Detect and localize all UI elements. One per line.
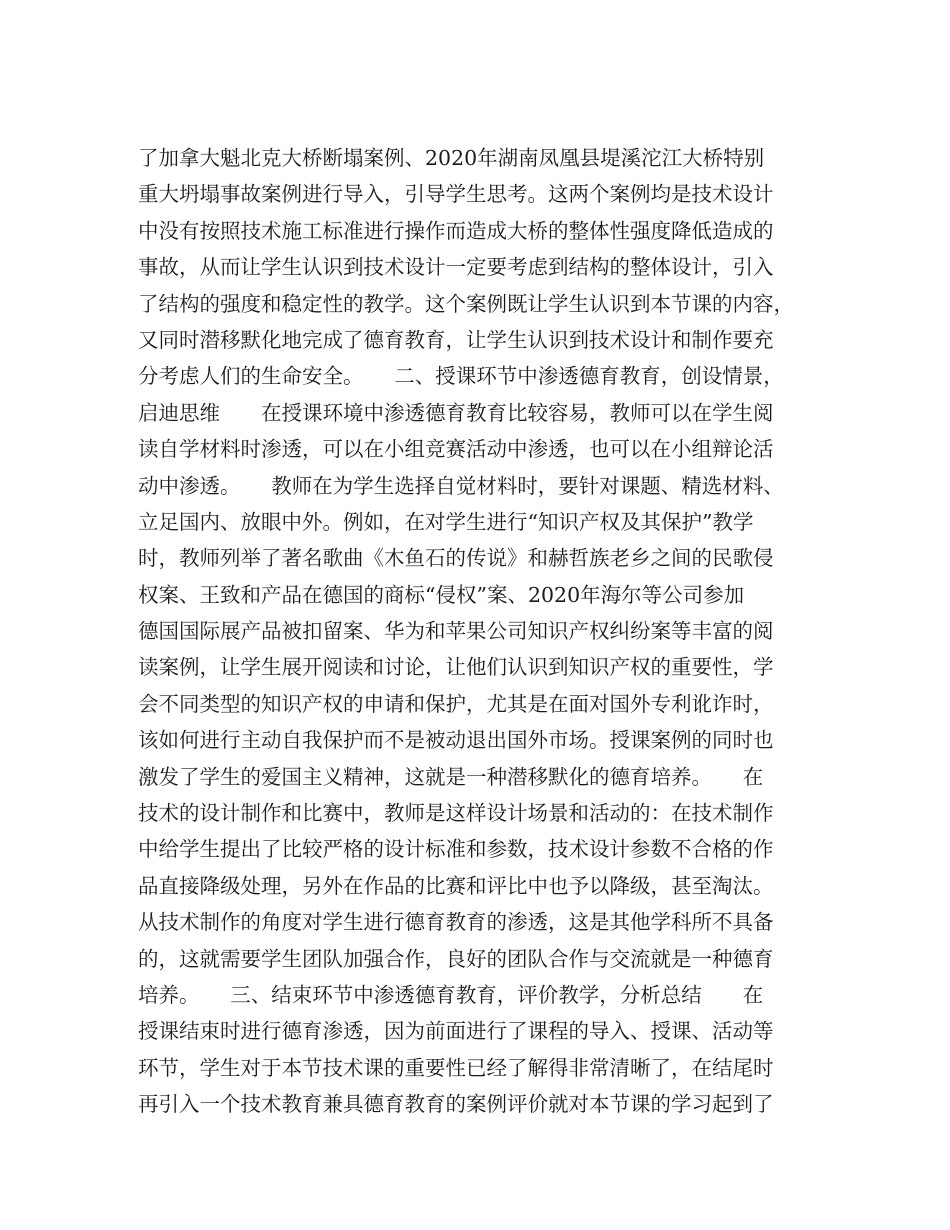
text-line: 读自学材料时渗透，可以在小组竞赛活动中渗透，也可以在小组辩论活 <box>138 437 774 462</box>
text-line: 读案例，让学生展开阅读和讨论，让他们认识到知识产权的重要性，学 <box>138 655 774 680</box>
text-line: 再引入一个技术教育兼具德育教育的案例评价就对本节课的学习起到了 <box>138 1092 774 1117</box>
text-line: 动中渗透。 教师在为学生选择自觉材料时，要针对课题、精选材料、 <box>138 473 784 498</box>
text-line: 了加拿大魁北克大桥断塌案例、2020年湖南凤凰县堤溪沱江大桥特别 <box>138 146 765 170</box>
text-line: 会不同类型的知识产权的申请和保护，尤其是在面对国外专利讹诈时， <box>138 691 774 716</box>
text-line: 授课结束时进行德育渗透，因为前面进行了课程的导入、授课、活动等 <box>138 1019 774 1044</box>
text-line: 中没有按照技术施工标准进行操作而造成大桥的整体性强度降低造成的 <box>138 218 774 243</box>
text-line: 从技术制作的角度对学生进行德育教育的渗透，这是其他学科所不具备 <box>138 910 774 935</box>
text-line: 又同时潜移默化地完成了德育教育，让学生认识到技术设计和制作要充 <box>138 327 774 352</box>
text-line: 培养。 三、结束环节中渗透德育教育，评价教学，分析总结 在 <box>138 982 764 1007</box>
text-line: 分考虑人们的生命安全。 二、授课环节中渗透德育教育，创设情景， <box>138 364 784 389</box>
text-line: 中给学生提出了比较严格的设计标准和参数，技术设计参数不合格的作 <box>138 837 774 862</box>
body-text <box>138 140 828 1123</box>
text-line: 环节，学生对于本节技术课的重要性已经了解得非常清晰了，在结尾时 <box>138 1055 774 1080</box>
text-line: 品直接降级处理，另外在作品的比赛和评比中也予以降级，甚至淘汰。 <box>138 873 774 898</box>
text-line: 事故，从而让学生认识到技术设计一定要考虑到结构的整体设计，引入 <box>138 255 774 280</box>
text-line: 的，这就需要学生团队加强合作，良好的团队合作与交流就是一种德育 <box>138 946 774 971</box>
text-line: 时，教师列举了著名歌曲《木鱼石的传说》和赫哲族老乡之间的民歌侵 <box>138 546 774 571</box>
text-line: 技术的设计制作和比赛中，教师是这样设计场景和活动的：在技术制作 <box>138 801 774 826</box>
text-line: 立足国内、放眼中外。例如，在对学生进行“知识产权及其保护”教学 <box>138 509 754 534</box>
text-line: 了结构的强度和稳定性的教学。这个案例既让学生认识到本节课的内容， <box>138 291 794 316</box>
text-line: 权案、王致和产品在德国的商标“侵权”案、2020年海尔等公司参加 <box>138 582 745 607</box>
text-line: 德国国际展产品被扣留案、华为和苹果公司知识产权纠纷案等丰富的阅 <box>138 619 774 644</box>
text-line: 重大坍塌事故案例进行导入，引导学生思考。这两个案例均是技术设计 <box>138 182 774 207</box>
text-line: 该如何进行主动自我保护而不是被动退出国外市场。授课案例的同时也 <box>138 728 774 753</box>
text-line: 激发了学生的爱国主义精神，这就是一种潜移默化的德育培养。 在 <box>138 764 764 789</box>
text-line: 启迪思维 在授课环境中渗透德育教育比较容易，教师可以在学生阅 <box>138 400 774 425</box>
